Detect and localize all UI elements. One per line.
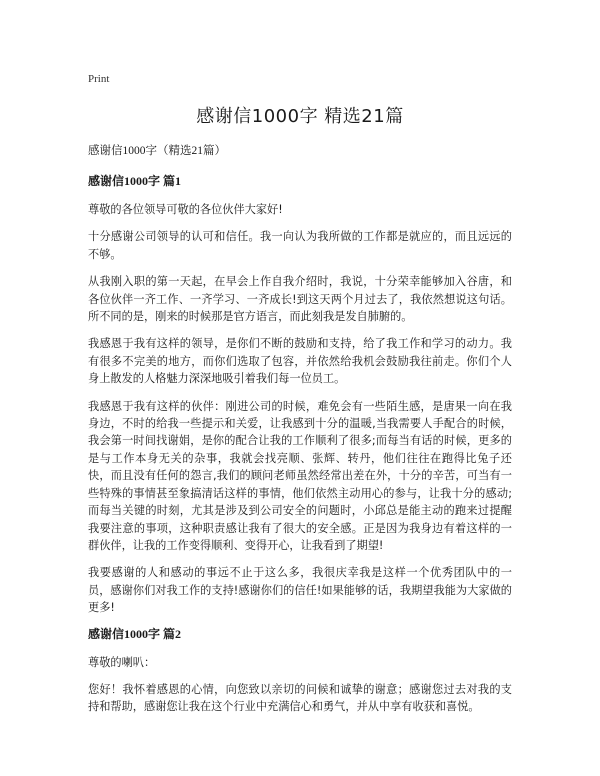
section-1-paragraph: 我感恩于我有这样的领导，是你们不断的鼓励和支持，给了我工作和学习的动力。我有很多不完美的地方，而你们选取了包容，并依然给我机会鼓励我往前走。你们个人身上散发的人格魅力深深地吸引着我们每一位员工。 — [88, 337, 512, 386]
page-title: 感谢信1000字 精选21篇 — [196, 106, 404, 127]
section-heading-1: 感谢信1000字 篇1 — [88, 174, 182, 188]
section-1-greeting: 尊敬的各位领导可敬的各位伙伴大家好! — [88, 203, 283, 216]
section-1-paragraph: 从我刚入职的第一天起，在早会上作自我介绍时，我说，十分荣幸能够加入谷唐，和各位伙伴一齐工作、一齐学习、一齐成长!到这天两个月过去了，我依然想说这句话。所不同的是，刚来的时候那是官方语言，而此刻我是发自肺腑的。 — [88, 275, 512, 324]
section-heading-2: 感谢信1000字 篇2 — [88, 626, 182, 641]
print-link[interactable]: Print — [88, 73, 110, 85]
section-2-greeting: 尊敬的喇叭： — [88, 655, 156, 669]
section-1-paragraph: 我要感谢的人和感动的事远不止于这么多，我很庆幸我是这样一个优秀团队中的一员，感谢你们对我工作的支持!感谢你们的信任!如果能够的话，我期望我能为大家做的更多! — [88, 566, 512, 615]
section-2-paragraph: 您好！我怀着感恩的心情，向您致以亲切的问候和诚挚的谢意；感谢您过去对我的支持和帮助，感谢您让我在这个行业中充满信心和勇气，并从中享有收获和喜悦。 — [88, 682, 512, 714]
page-subtitle: 感谢信1000字（精选21篇） — [88, 145, 226, 157]
section-1-paragraph: 我感恩于我有这样的伙伴：刚进公司的时候，难免会有一些陌生感，是唐果一向在我身边，不时的给我一些提示和关爱，让我感到十分的温暖,当我需要人手配合的时候，我会第一时间找谢娟，是你的配合让我的工作顺利了很多;而每当有话的时候，更多的是与工作本身无关的杂事，我就会找亮顺、张辉、转丹，他们往往在跑得比兔子还快，而且没有任何的怨言,我们的顾问老师虽然经常出差在外，十分的辛苦，可当有一些特殊的事情甚至象搞清话这样的事情，他们依然主动用心的参与，让我十分的感动;而每当关键的时刻，尤其是涉及到公司安全的问题时，小邱总是能主动的跑来过提醒我要注意的事项，这种职责感让我有了很大的安全感。正是因为我身边有着这样的一群伙伴，让我的工作变得顺利、变得开心，让我看到了期望! — [88, 399, 512, 552]
section-1-paragraph: 十分感谢公司领导的认可和信任。我一向认为我所做的工作都是就应的，而且远远的不够。 — [88, 230, 512, 261]
